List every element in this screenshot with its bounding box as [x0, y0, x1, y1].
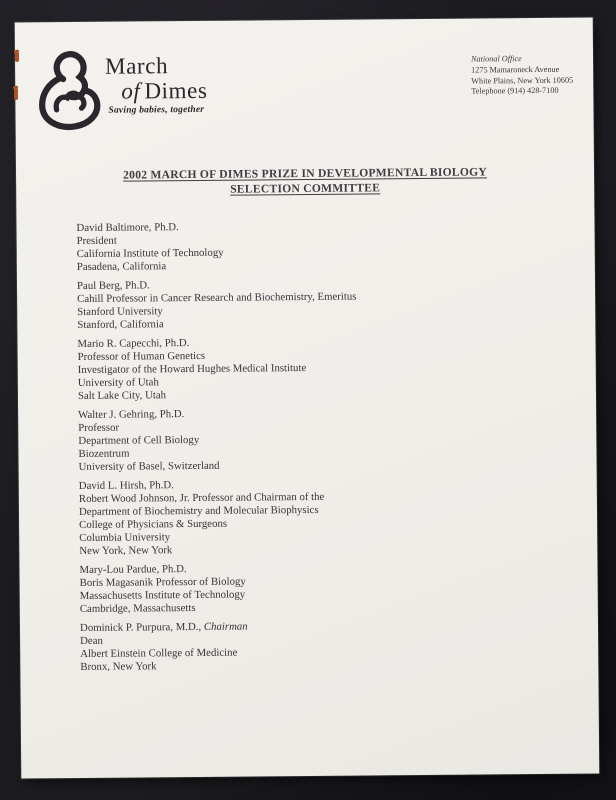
title-line-2: SELECTION COMMITTEE	[230, 181, 381, 196]
office-phone: Telephone (914) 428-7100	[471, 86, 559, 96]
office-title: National Office	[471, 54, 522, 64]
office-address-line2: White Plains, New York 10605	[471, 75, 574, 86]
member-block	[79, 560, 559, 616]
member-block	[76, 218, 556, 274]
member-detail-line: Biozentrum	[78, 447, 130, 460]
brand-dimes: Dimes	[144, 77, 208, 104]
member-detail-line: President	[76, 234, 117, 248]
member-name: Paul Berg, Ph.D.	[76, 279, 150, 293]
member-name: Walter J. Gehring, Ph.D.	[78, 408, 185, 421]
member-detail-line: Dean	[80, 634, 103, 647]
member-detail-line: Investigator of the Howard Hughes Medical Institute	[77, 362, 307, 376]
member-block	[77, 334, 558, 403]
member-detail-line: California Institute of Technology	[76, 246, 224, 261]
member-detail-line: Department of Cell Biology	[78, 433, 200, 447]
member-detail-line: Pasadena, California	[76, 260, 167, 274]
member-detail-line: New York, New York	[79, 544, 173, 557]
brand-name-line1: March	[104, 53, 169, 79]
member-detail-line: Albert Einstein College of Medicine	[80, 646, 238, 660]
member-detail-line: Cahill Professor in Cancer Research and Biochemistry, Emeritus	[77, 290, 357, 306]
member-detail-line: Stanford University	[77, 305, 163, 319]
member-detail-line: Bronx, New York	[80, 660, 157, 673]
brand-of-italic: of	[121, 78, 141, 104]
member-name: Dominick P. Purpura, M.D., Chairman	[79, 620, 248, 634]
member-detail-line: Professor	[78, 421, 120, 434]
member-detail-line: Massachusetts Institute of Technology	[79, 588, 246, 602]
member-name: David Baltimore, Ph.D.	[76, 221, 179, 235]
office-address-line1: 1275 Mamaroneck Avenue	[471, 64, 560, 75]
member-block	[78, 405, 559, 474]
document-title	[16, 163, 594, 198]
member-detail-line: University of Basel, Switzerland	[78, 459, 220, 473]
member-detail-line: Robert Wood Johnson, Jr. Professor and Chairman of the	[78, 490, 325, 505]
member-role-italic: Chairman	[201, 620, 248, 633]
member-detail-line: Cambridge, Massachusetts	[79, 601, 196, 615]
march-of-dimes-logo-icon	[35, 47, 108, 132]
brand-name-line2	[121, 78, 207, 105]
brand-tagline: Saving babies, together	[108, 104, 205, 116]
member-detail-line: Salt Lake City, Utah	[77, 389, 167, 402]
member-name: Mary-Lou Pardue, Ph.D.	[79, 563, 187, 576]
committee-list	[76, 218, 560, 680]
member-detail-line: Stanford, California	[77, 318, 164, 332]
member-name: Mario R. Capecchi, Ph.D.	[77, 337, 190, 351]
member-detail-line: Columbia University	[79, 531, 171, 544]
red-ink-edge-mark	[15, 52, 19, 62]
document-paper	[15, 17, 600, 778]
title-line-1: 2002 MARCH OF DIMES PRIZE IN DEVELOPMENTAL BIOLOGY	[123, 165, 488, 182]
member-block	[79, 476, 560, 558]
national-office-block	[471, 53, 601, 97]
member-detail-line: University of Utah	[77, 376, 159, 389]
member-detail-line: College of Physicians & Surgeons	[79, 517, 228, 531]
member-detail-line: Boris Magasanik Professor of Biology	[79, 575, 246, 589]
member-name: David L. Hirsh, Ph.D.	[78, 479, 174, 492]
member-detail-line: Professor of Human Genetics	[77, 349, 206, 363]
red-ink-edge-mark	[14, 88, 18, 100]
member-detail-line: Department of Biochemistry and Molecular Biophysics	[78, 503, 319, 518]
member-block	[80, 618, 560, 674]
member-block	[77, 276, 557, 332]
